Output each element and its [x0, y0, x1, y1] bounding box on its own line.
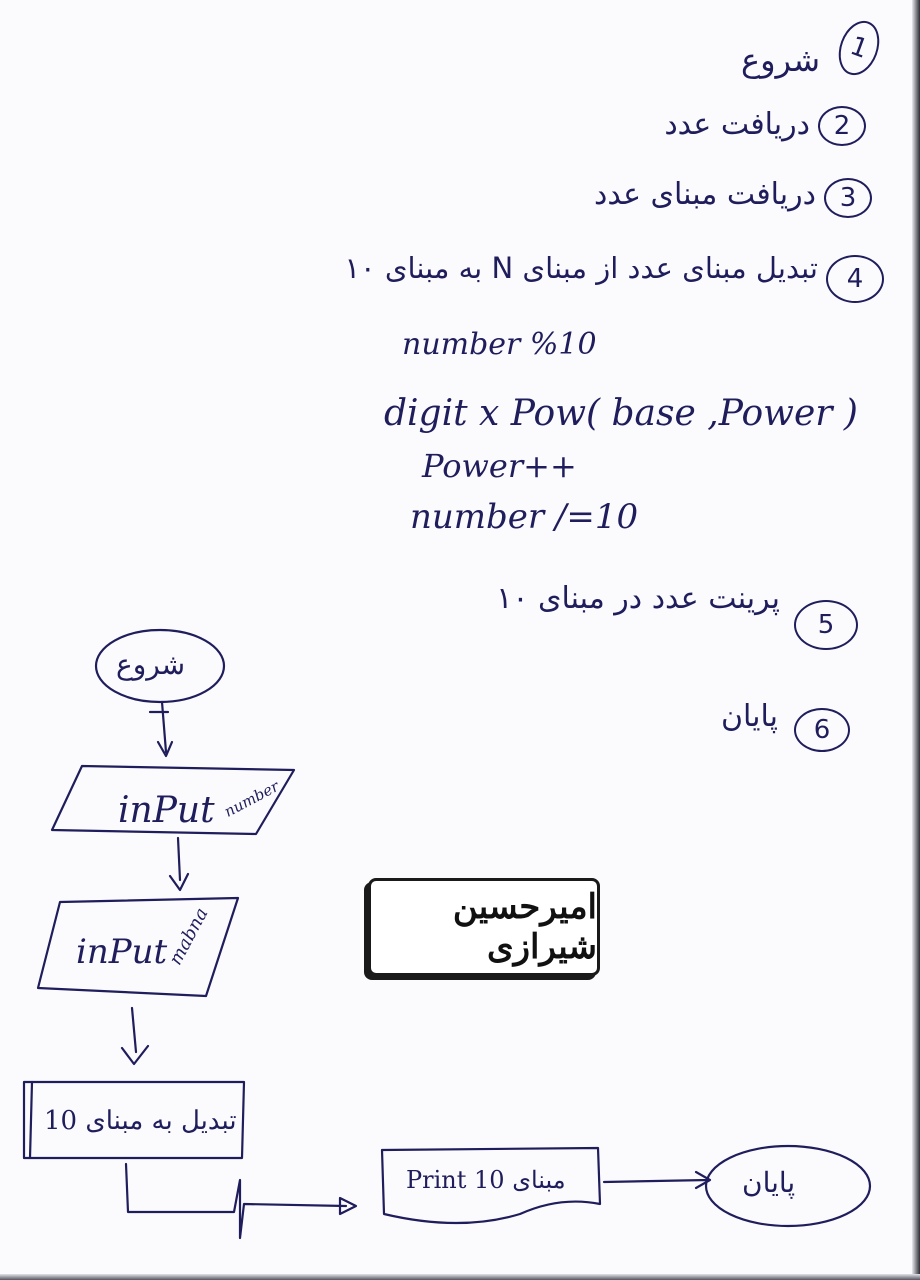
step-6-text: پایان — [720, 699, 778, 734]
formula-multiply: digit x Pow( base ,Power ) — [384, 393, 858, 434]
step-1-number: 1 — [832, 15, 887, 81]
step-5-text: پرینت عدد در مبنای ۱۰ — [496, 581, 780, 616]
flow-convert-label: تبدیل به مبنای 10 — [44, 1106, 237, 1136]
flow-arrow-5 — [604, 1172, 710, 1188]
stamp-name: امیرحسین شیرازی — [452, 887, 597, 967]
flow-arrow-1 — [158, 702, 172, 756]
step-3-number: 3 — [824, 178, 872, 218]
flow-arrow-3 — [122, 1008, 148, 1064]
name-stamp — [368, 878, 600, 976]
step-4-text: تبدیل مبنای عدد از مبنای N به مبنای ۱۰ — [344, 251, 818, 285]
step-2-text: دریافت عدد — [664, 107, 810, 142]
flow-arrow-4 — [126, 1164, 346, 1238]
step-5-number: 5 — [794, 600, 858, 650]
flow-start-label: شروع — [116, 648, 186, 681]
flow-input-number-small: number — [221, 777, 282, 821]
flow-arrow-2 — [170, 838, 188, 890]
step-4-number: 4 — [826, 255, 884, 303]
flow-print-label: Print 10 مبنای — [406, 1166, 566, 1194]
step-1-text: شروع — [740, 41, 820, 79]
step-6-number: 6 — [794, 708, 850, 752]
step-2-number: 2 — [818, 106, 866, 146]
flow-input-mabna-small: mabna — [165, 904, 213, 969]
flow-input-number-label: inPut — [118, 790, 215, 831]
formula-mod: number %10 — [402, 327, 597, 362]
step-3-text: دریافت مبنای عدد — [593, 177, 816, 212]
formula-divide: number /=10 — [410, 497, 639, 537]
flow-input-mabna-label: inPut — [76, 932, 168, 972]
flow-end-label: پایان — [742, 1166, 796, 1199]
formula-power-increment: Power++ — [422, 447, 577, 485]
